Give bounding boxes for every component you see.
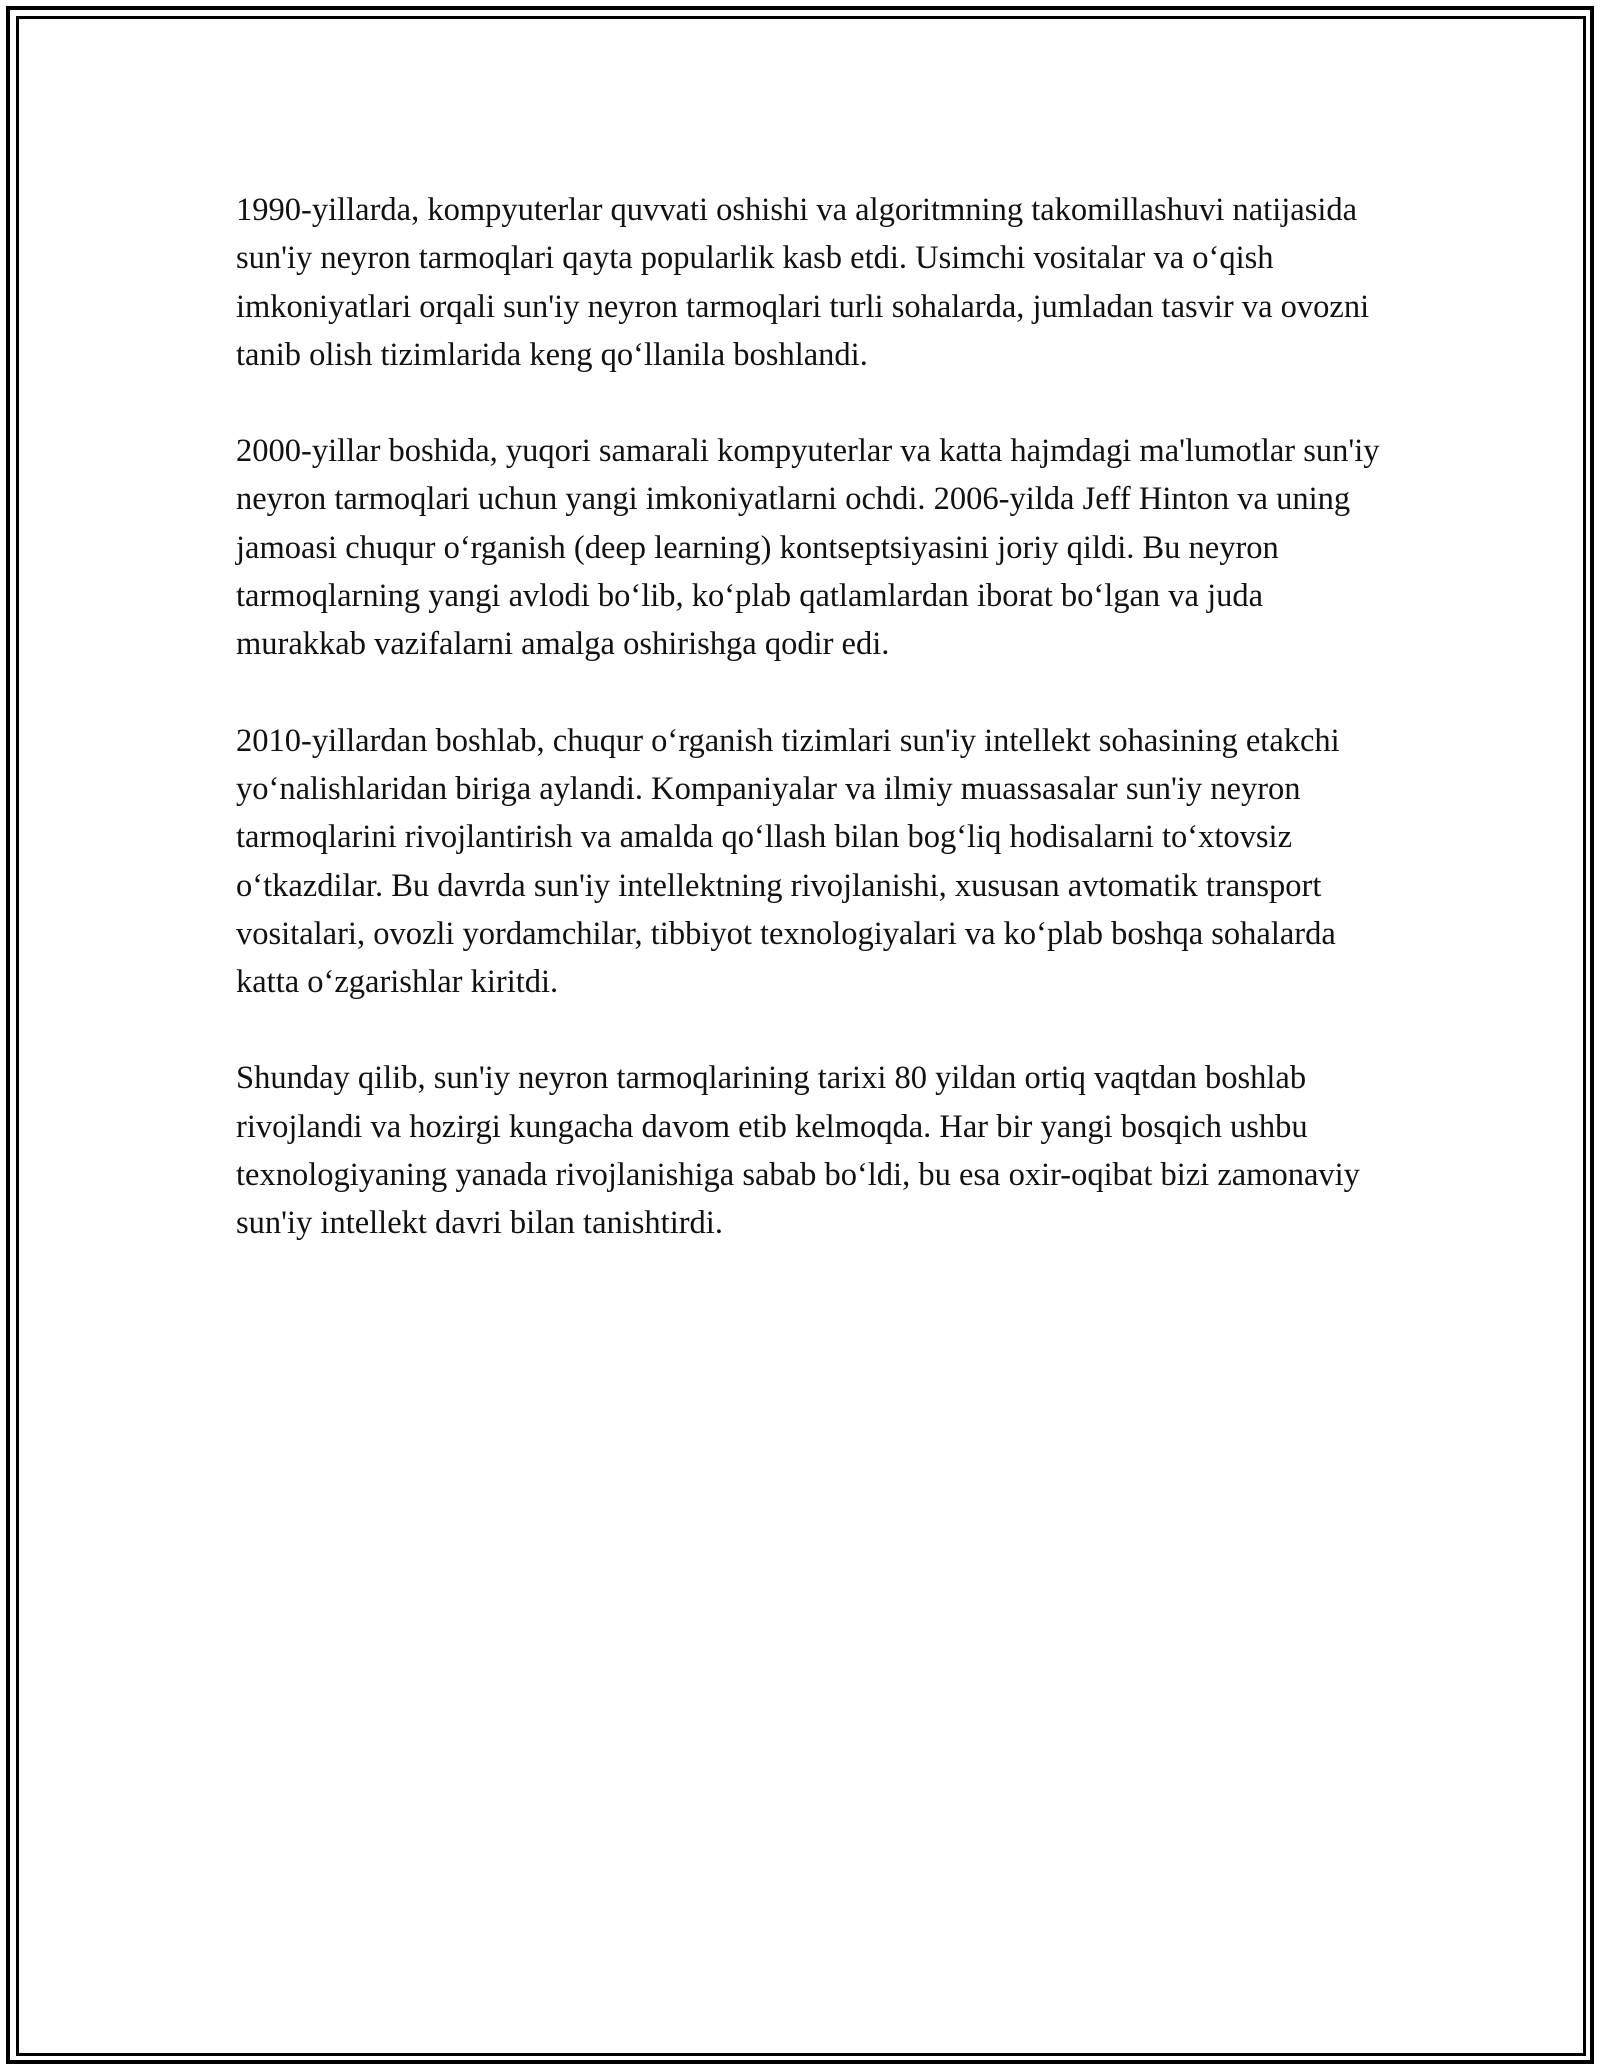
paragraph-1990s: 1990-yillarda, kompyuterlar quvvati oshishi va algoritmning takomillashuvi natijasida sun'iy neyron tarmoqlari qayta popularlik kasb etdi. Usimchi vositalar va o‘qish imkoniyatlari orqali sun'iy neyron tarmoqlari turli sohalarda, jumladan tasvir va ovozni tanib olish tizimlarida keng qo‘llanila boshlandi. <box>236 192 1370 373</box>
paragraph-2000s: 2000-yillar boshida, yuqori samarali kompyuterlar va katta hajmdagi ma'lumotlar sun'iy neyron tarmoqlari uchun yangi imkoniyatlarni ochdi. 2006-yilda Jeff Hinton va uning jamoasi chuqur o‘rganish (deep learning) kontseptsiyasini joriy qildi. Bu neyron tarmoqlarning yangi avlodi bo‘lib, ko‘plab qatlamlardan iborat bo‘lgan va juda murakkab vazifalarni amalga oshirishga qodir edi. <box>236 433 1380 663</box>
paragraph-conclusion: Shunday qilib, sun'iy neyron tarmoqlarining tarixi 80 yildan ortiq vaqtdan boshlab rivojlandi va hozirgi kungacha davom etib kelmoqda. Har bir yangi bosqich ushbu texnologiyaning yanada rivojlanishiga sabab bo‘ldi, bu esa oxir-oqibat bizi zamonaviy sun'iy intellekt davri bilan tanishtirdi. <box>236 1060 1360 1242</box>
paragraph-2010s: 2010-yillardan boshlab, chuqur o‘rganish tizimlari sun'iy intellekt sohasining etakchi yo‘nalishlaridan biriga aylandi. Kompaniyalar va ilmiy muassasalar sun'iy neyron tarmoqlarini rivojlantirish va amalda qo‘llash bilan bog‘liq hodisalarni to‘xtovsiz o‘tkazdilar. Bu davrda sun'iy intellektning rivojlanishi, xususan avtomatik transport vositalari, ovozli yordamchilar, tibbiyot texnologiyalari va ko‘plab boshqa sohalarda katta o‘zgarishlar kiritdi. <box>236 722 1340 1001</box>
document-body <box>236 186 1386 1296</box>
